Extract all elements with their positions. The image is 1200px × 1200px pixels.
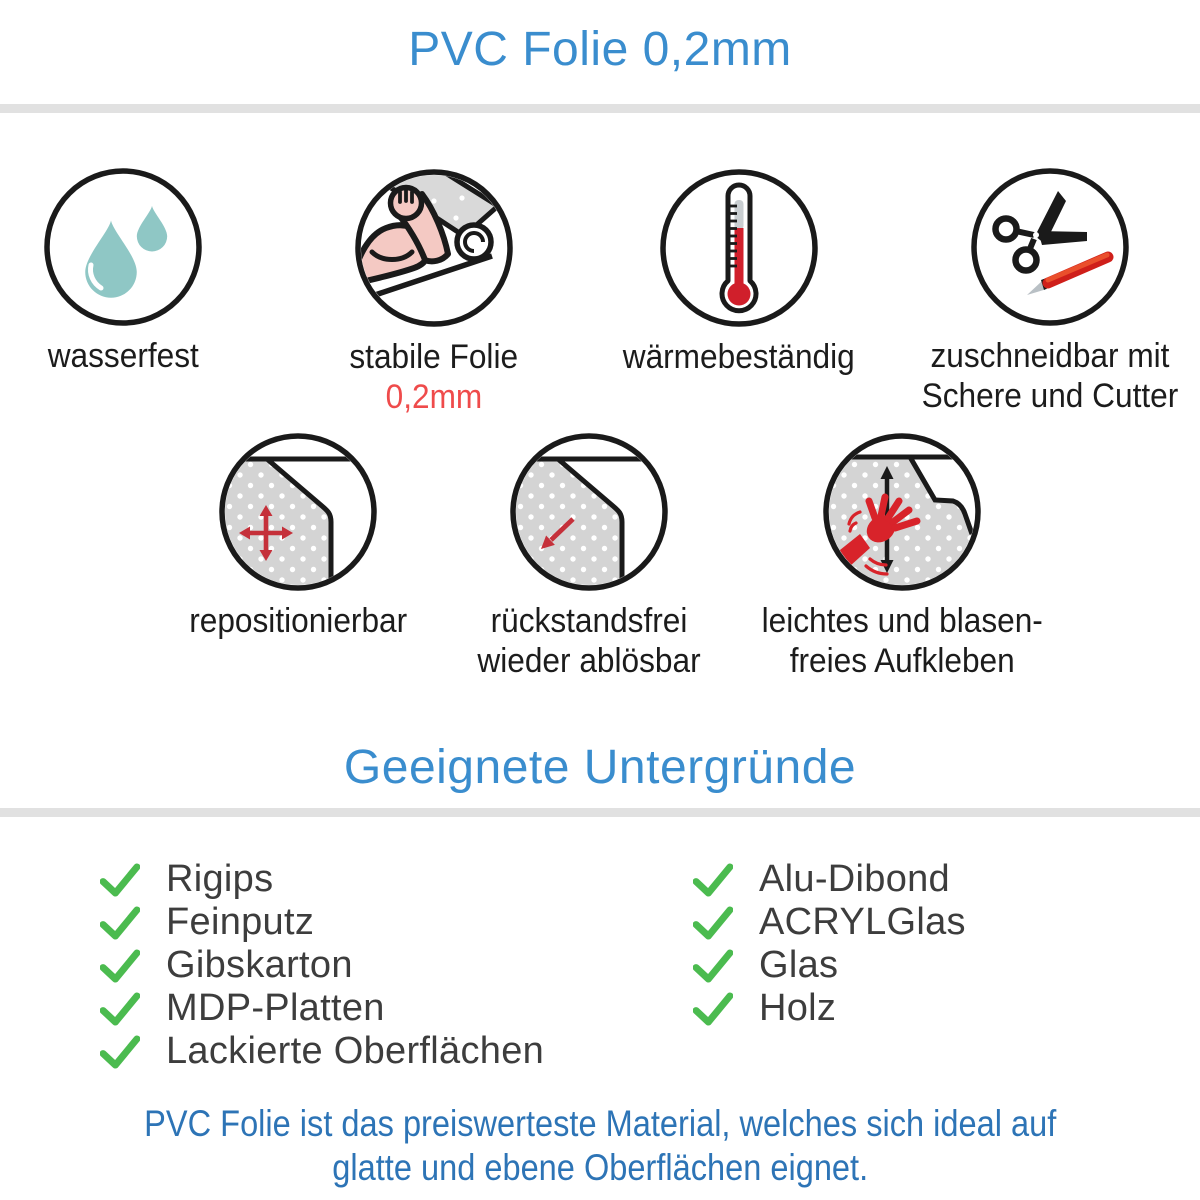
feature-sublabel: 0,2mm [385,378,483,416]
footer-line: PVC Folie ist das preiswerteste Material, welches sich ideal auf [143,1103,1057,1144]
feature-label: wärmebeständig [622,338,856,376]
feature-label: leichtes und blasen- [761,602,1043,640]
list-item [100,944,544,987]
surfaces-right-column [693,858,966,1030]
water-drops-icon [39,163,207,331]
checkmark-icon [693,863,733,897]
feature-label: repositionierbar [189,602,407,640]
muscle-arm-film-icon [350,164,518,332]
surface-label: MDP-Platten [166,987,385,1029]
surfaces-left-column [100,858,544,1073]
divider-top [0,104,1200,113]
checkmark-icon [693,949,733,983]
list-item [100,858,544,901]
list-item [100,1030,544,1073]
feature-label: stabile Folie [349,338,519,376]
list-item [693,944,966,987]
surface-label: Holz [759,987,837,1029]
hand-smoothing-film-icon [818,428,986,596]
move-arrows-film-icon [214,428,382,596]
list-item [100,987,544,1030]
feature-label: Schere und Cutter [921,377,1179,415]
checkmark-icon [100,1035,140,1069]
surface-label: Lackierte Oberflächen [166,1030,545,1072]
surface-label: ACRYLGlas [759,901,966,943]
surface-label: Rigips [166,858,274,900]
surface-label: Feinputz [166,901,315,943]
surface-label: Alu-Dibond [759,858,950,900]
feature-repositionierbar [138,428,458,641]
list-item [693,901,966,944]
feature-zuschneidbar [890,163,1200,416]
feature-rueckstandsfrei [429,428,749,681]
thermometer-icon [655,164,823,332]
checkmark-icon [100,949,140,983]
feature-stabile-folie [274,164,594,417]
section-title-untergruende: Geeignete Untergründe [343,741,857,794]
surface-label: Gibskarton [166,944,353,986]
list-item [100,901,544,944]
surface-label: Glas [759,944,839,986]
checkmark-icon [100,906,140,940]
feature-label: wieder ablösbar [477,642,701,680]
list-item [693,987,966,1030]
footer-note [0,1102,1200,1190]
feature-label: rückstandsfrei [490,602,688,640]
feature-label: freies Aufkleben [789,642,1015,680]
footer-line: glatte und ebene Oberflächen eignet. [332,1147,868,1188]
feature-leichtes-aufkleben [742,428,1062,681]
checkmark-icon [100,992,140,1026]
page-title: PVC Folie 0,2mm [408,23,792,76]
list-item [693,858,966,901]
feature-waermebestaendig [579,164,899,377]
feature-label: wasserfest [47,337,199,375]
peel-off-film-icon [505,428,673,596]
checkmark-icon [693,992,733,1026]
scissors-cutter-icon [966,163,1134,331]
feature-wasserfest [0,163,283,376]
feature-label: zuschneidbar mit [930,337,1170,375]
checkmark-icon [100,863,140,897]
divider-middle [0,808,1200,817]
checkmark-icon [693,906,733,940]
